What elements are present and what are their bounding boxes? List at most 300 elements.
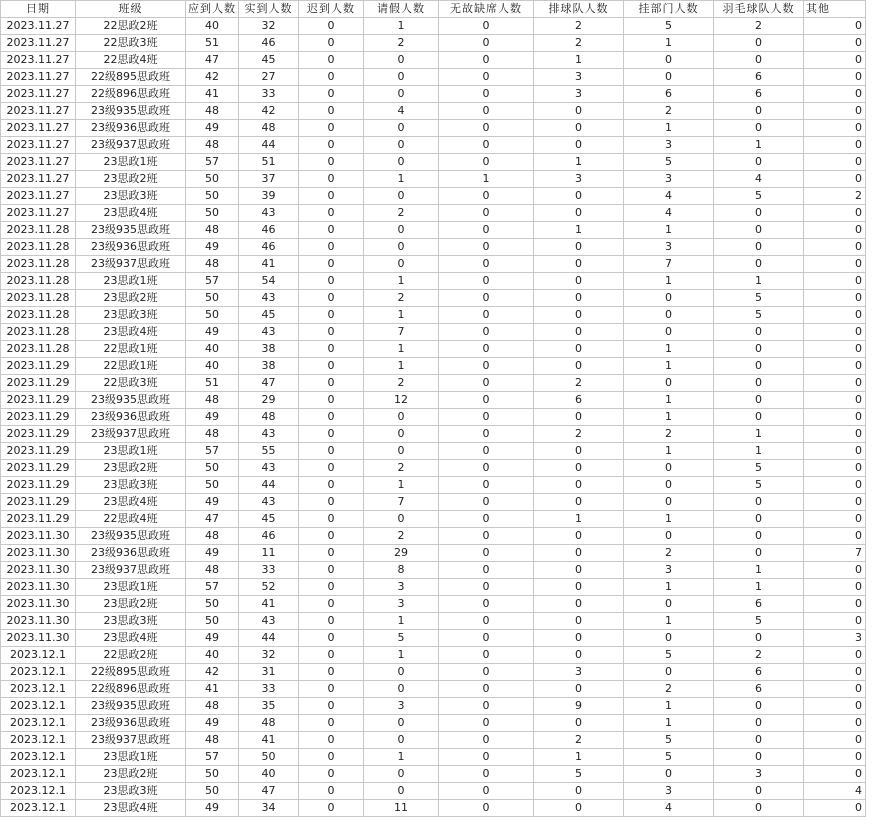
cell-late[interactable]: 0 (299, 171, 364, 188)
cell-late[interactable]: 0 (299, 596, 364, 613)
cell-present[interactable]: 52 (239, 579, 299, 596)
cell-department[interactable]: 0 (624, 630, 714, 647)
cell-absent[interactable]: 0 (439, 494, 534, 511)
cell-absent[interactable]: 0 (439, 290, 534, 307)
cell-department[interactable]: 1 (624, 35, 714, 52)
cell-late[interactable]: 0 (299, 647, 364, 664)
cell-absent[interactable]: 0 (439, 137, 534, 154)
cell-late[interactable]: 0 (299, 562, 364, 579)
cell-other[interactable]: 0 (804, 664, 866, 681)
cell-date[interactable]: 2023.12.1 (1, 664, 76, 681)
cell-class[interactable]: 23思政1班 (76, 154, 186, 171)
cell-class[interactable]: 22思政4班 (76, 511, 186, 528)
cell-class[interactable]: 22级895思政班 (76, 664, 186, 681)
cell-badminton[interactable]: 0 (714, 800, 804, 817)
cell-badminton[interactable]: 5 (714, 290, 804, 307)
cell-absent[interactable]: 0 (439, 698, 534, 715)
cell-badminton[interactable]: 0 (714, 358, 804, 375)
cell-absent[interactable]: 0 (439, 766, 534, 783)
cell-late[interactable]: 0 (299, 426, 364, 443)
cell-other[interactable]: 0 (804, 800, 866, 817)
cell-badminton[interactable]: 5 (714, 188, 804, 205)
cell-class[interactable]: 23级937思政班 (76, 426, 186, 443)
cell-badminton[interactable]: 0 (714, 239, 804, 256)
cell-department[interactable]: 1 (624, 443, 714, 460)
cell-other[interactable]: 0 (804, 171, 866, 188)
cell-late[interactable]: 0 (299, 392, 364, 409)
cell-late[interactable]: 0 (299, 409, 364, 426)
cell-class[interactable]: 23思政3班 (76, 188, 186, 205)
cell-volleyball[interactable]: 0 (534, 341, 624, 358)
cell-volleyball[interactable]: 0 (534, 800, 624, 817)
cell-late[interactable]: 0 (299, 477, 364, 494)
cell-expected[interactable]: 49 (186, 120, 239, 137)
cell-department[interactable]: 4 (624, 188, 714, 205)
cell-absent[interactable]: 0 (439, 426, 534, 443)
cell-present[interactable]: 46 (239, 222, 299, 239)
cell-badminton[interactable]: 1 (714, 426, 804, 443)
cell-class[interactable]: 23思政3班 (76, 613, 186, 630)
cell-expected[interactable]: 49 (186, 494, 239, 511)
cell-class[interactable]: 23级935思政班 (76, 103, 186, 120)
cell-date[interactable]: 2023.11.29 (1, 477, 76, 494)
cell-date[interactable]: 2023.12.1 (1, 800, 76, 817)
cell-expected[interactable]: 48 (186, 562, 239, 579)
cell-date[interactable]: 2023.11.27 (1, 52, 76, 69)
cell-department[interactable]: 0 (624, 477, 714, 494)
cell-late[interactable]: 0 (299, 35, 364, 52)
cell-late[interactable]: 0 (299, 443, 364, 460)
cell-absent[interactable]: 0 (439, 324, 534, 341)
cell-absent[interactable]: 0 (439, 341, 534, 358)
cell-badminton[interactable]: 0 (714, 222, 804, 239)
cell-class[interactable]: 23级935思政班 (76, 222, 186, 239)
cell-badminton[interactable]: 0 (714, 52, 804, 69)
cell-leave[interactable]: 12 (364, 392, 439, 409)
cell-expected[interactable]: 50 (186, 613, 239, 630)
cell-leave[interactable]: 3 (364, 596, 439, 613)
cell-absent[interactable]: 0 (439, 715, 534, 732)
cell-date[interactable]: 2023.11.28 (1, 307, 76, 324)
cell-volleyball[interactable]: 0 (534, 324, 624, 341)
cell-badminton[interactable]: 1 (714, 562, 804, 579)
column-header-absent[interactable]: 无故缺席人数 (439, 1, 534, 18)
cell-absent[interactable]: 0 (439, 596, 534, 613)
cell-badminton[interactable]: 0 (714, 392, 804, 409)
cell-present[interactable]: 29 (239, 392, 299, 409)
cell-other[interactable]: 0 (804, 154, 866, 171)
cell-absent[interactable]: 0 (439, 392, 534, 409)
cell-class[interactable]: 22思政2班 (76, 18, 186, 35)
cell-class[interactable]: 23思政1班 (76, 579, 186, 596)
cell-expected[interactable]: 40 (186, 18, 239, 35)
cell-other[interactable]: 0 (804, 766, 866, 783)
cell-leave[interactable]: 0 (364, 256, 439, 273)
cell-leave[interactable]: 0 (364, 681, 439, 698)
cell-date[interactable]: 2023.11.27 (1, 171, 76, 188)
cell-class[interactable]: 23思政4班 (76, 324, 186, 341)
cell-expected[interactable]: 49 (186, 800, 239, 817)
cell-late[interactable]: 0 (299, 545, 364, 562)
cell-other[interactable]: 0 (804, 86, 866, 103)
cell-date[interactable]: 2023.11.30 (1, 596, 76, 613)
cell-volleyball[interactable]: 0 (534, 477, 624, 494)
column-header-badminton[interactable]: 羽毛球队人数 (714, 1, 804, 18)
cell-present[interactable]: 43 (239, 205, 299, 222)
cell-late[interactable]: 0 (299, 375, 364, 392)
cell-other[interactable]: 7 (804, 545, 866, 562)
cell-present[interactable]: 43 (239, 494, 299, 511)
cell-present[interactable]: 32 (239, 18, 299, 35)
cell-other[interactable]: 0 (804, 613, 866, 630)
cell-expected[interactable]: 50 (186, 171, 239, 188)
cell-present[interactable]: 42 (239, 103, 299, 120)
cell-date[interactable]: 2023.11.30 (1, 630, 76, 647)
cell-date[interactable]: 2023.11.29 (1, 494, 76, 511)
cell-other[interactable]: 0 (804, 426, 866, 443)
cell-department[interactable]: 0 (624, 664, 714, 681)
cell-badminton[interactable]: 0 (714, 154, 804, 171)
cell-department[interactable]: 2 (624, 545, 714, 562)
cell-expected[interactable]: 57 (186, 443, 239, 460)
cell-badminton[interactable]: 0 (714, 256, 804, 273)
cell-class[interactable]: 23级935思政班 (76, 392, 186, 409)
cell-date[interactable]: 2023.11.27 (1, 120, 76, 137)
cell-absent[interactable]: 0 (439, 86, 534, 103)
cell-late[interactable]: 0 (299, 579, 364, 596)
cell-expected[interactable]: 50 (186, 188, 239, 205)
cell-badminton[interactable]: 6 (714, 596, 804, 613)
cell-other[interactable]: 0 (804, 256, 866, 273)
cell-badminton[interactable]: 6 (714, 86, 804, 103)
cell-present[interactable]: 27 (239, 69, 299, 86)
cell-volleyball[interactable]: 0 (534, 783, 624, 800)
cell-department[interactable]: 5 (624, 732, 714, 749)
cell-volleyball[interactable]: 0 (534, 256, 624, 273)
cell-volleyball[interactable]: 0 (534, 307, 624, 324)
cell-date[interactable]: 2023.12.1 (1, 766, 76, 783)
cell-volleyball[interactable]: 3 (534, 171, 624, 188)
cell-department[interactable]: 1 (624, 511, 714, 528)
cell-badminton[interactable]: 5 (714, 613, 804, 630)
cell-other[interactable]: 0 (804, 562, 866, 579)
cell-badminton[interactable]: 5 (714, 460, 804, 477)
cell-absent[interactable]: 0 (439, 120, 534, 137)
cell-present[interactable]: 34 (239, 800, 299, 817)
cell-present[interactable]: 43 (239, 460, 299, 477)
cell-expected[interactable]: 51 (186, 375, 239, 392)
cell-date[interactable]: 2023.11.27 (1, 86, 76, 103)
cell-expected[interactable]: 57 (186, 273, 239, 290)
cell-leave[interactable]: 0 (364, 732, 439, 749)
cell-badminton[interactable]: 0 (714, 409, 804, 426)
cell-present[interactable]: 39 (239, 188, 299, 205)
cell-present[interactable]: 54 (239, 273, 299, 290)
cell-present[interactable]: 40 (239, 766, 299, 783)
cell-absent[interactable]: 0 (439, 630, 534, 647)
cell-absent[interactable]: 0 (439, 409, 534, 426)
cell-volleyball[interactable]: 5 (534, 766, 624, 783)
cell-leave[interactable]: 0 (364, 783, 439, 800)
cell-expected[interactable]: 47 (186, 511, 239, 528)
cell-volleyball[interactable]: 3 (534, 69, 624, 86)
cell-volleyball[interactable]: 1 (534, 511, 624, 528)
cell-late[interactable]: 0 (299, 137, 364, 154)
cell-leave[interactable]: 29 (364, 545, 439, 562)
cell-class[interactable]: 22思政1班 (76, 358, 186, 375)
cell-date[interactable]: 2023.12.1 (1, 647, 76, 664)
cell-leave[interactable]: 0 (364, 154, 439, 171)
cell-class[interactable]: 22思政3班 (76, 35, 186, 52)
cell-department[interactable]: 1 (624, 358, 714, 375)
cell-late[interactable]: 0 (299, 290, 364, 307)
cell-other[interactable]: 0 (804, 205, 866, 222)
cell-date[interactable]: 2023.11.27 (1, 69, 76, 86)
cell-badminton[interactable]: 0 (714, 732, 804, 749)
cell-badminton[interactable]: 5 (714, 307, 804, 324)
cell-date[interactable]: 2023.12.1 (1, 732, 76, 749)
cell-present[interactable]: 41 (239, 732, 299, 749)
cell-present[interactable]: 35 (239, 698, 299, 715)
cell-department[interactable]: 3 (624, 239, 714, 256)
cell-badminton[interactable]: 0 (714, 375, 804, 392)
cell-badminton[interactable]: 6 (714, 69, 804, 86)
cell-leave[interactable]: 0 (364, 511, 439, 528)
cell-date[interactable]: 2023.11.29 (1, 460, 76, 477)
cell-leave[interactable]: 1 (364, 358, 439, 375)
cell-leave[interactable]: 0 (364, 188, 439, 205)
cell-department[interactable]: 2 (624, 103, 714, 120)
cell-class[interactable]: 23思政2班 (76, 596, 186, 613)
cell-late[interactable]: 0 (299, 528, 364, 545)
cell-class[interactable]: 23思政1班 (76, 443, 186, 460)
cell-leave[interactable]: 2 (364, 375, 439, 392)
cell-class[interactable]: 22思政2班 (76, 647, 186, 664)
cell-absent[interactable]: 0 (439, 307, 534, 324)
cell-expected[interactable]: 48 (186, 222, 239, 239)
cell-leave[interactable]: 2 (364, 528, 439, 545)
cell-present[interactable]: 47 (239, 783, 299, 800)
cell-department[interactable]: 1 (624, 579, 714, 596)
cell-present[interactable]: 45 (239, 511, 299, 528)
cell-leave[interactable]: 0 (364, 52, 439, 69)
cell-volleyball[interactable]: 0 (534, 579, 624, 596)
cell-other[interactable]: 0 (804, 579, 866, 596)
cell-leave[interactable]: 4 (364, 103, 439, 120)
cell-late[interactable]: 0 (299, 494, 364, 511)
cell-badminton[interactable]: 0 (714, 749, 804, 766)
cell-class[interactable]: 22思政1班 (76, 341, 186, 358)
cell-other[interactable]: 0 (804, 324, 866, 341)
cell-department[interactable]: 5 (624, 18, 714, 35)
cell-leave[interactable]: 2 (364, 35, 439, 52)
cell-absent[interactable]: 0 (439, 103, 534, 120)
cell-leave[interactable]: 5 (364, 630, 439, 647)
cell-badminton[interactable]: 0 (714, 341, 804, 358)
cell-class[interactable]: 23思政2班 (76, 290, 186, 307)
cell-volleyball[interactable]: 2 (534, 426, 624, 443)
cell-expected[interactable]: 49 (186, 324, 239, 341)
cell-present[interactable]: 43 (239, 290, 299, 307)
cell-expected[interactable]: 50 (186, 290, 239, 307)
cell-leave[interactable]: 1 (364, 307, 439, 324)
cell-other[interactable]: 0 (804, 290, 866, 307)
cell-class[interactable]: 23思政1班 (76, 749, 186, 766)
cell-badminton[interactable]: 0 (714, 494, 804, 511)
cell-other[interactable]: 0 (804, 732, 866, 749)
cell-department[interactable]: 1 (624, 613, 714, 630)
cell-department[interactable]: 0 (624, 375, 714, 392)
cell-department[interactable]: 1 (624, 341, 714, 358)
column-header-class[interactable]: 班级 (76, 1, 186, 18)
cell-late[interactable]: 0 (299, 681, 364, 698)
cell-other[interactable]: 0 (804, 273, 866, 290)
cell-department[interactable]: 1 (624, 120, 714, 137)
cell-present[interactable]: 41 (239, 256, 299, 273)
cell-absent[interactable]: 0 (439, 358, 534, 375)
cell-present[interactable]: 37 (239, 171, 299, 188)
cell-expected[interactable]: 48 (186, 732, 239, 749)
cell-department[interactable]: 0 (624, 324, 714, 341)
cell-present[interactable]: 33 (239, 86, 299, 103)
cell-department[interactable]: 0 (624, 307, 714, 324)
cell-other[interactable]: 4 (804, 783, 866, 800)
cell-absent[interactable]: 0 (439, 545, 534, 562)
cell-absent[interactable]: 0 (439, 477, 534, 494)
cell-other[interactable]: 0 (804, 222, 866, 239)
cell-volleyball[interactable]: 0 (534, 528, 624, 545)
cell-other[interactable]: 0 (804, 239, 866, 256)
cell-expected[interactable]: 50 (186, 766, 239, 783)
cell-absent[interactable]: 0 (439, 800, 534, 817)
cell-expected[interactable]: 50 (186, 205, 239, 222)
cell-volleyball[interactable]: 2 (534, 375, 624, 392)
cell-date[interactable]: 2023.11.30 (1, 579, 76, 596)
cell-class[interactable]: 22思政4班 (76, 52, 186, 69)
cell-class[interactable]: 23思政2班 (76, 460, 186, 477)
cell-expected[interactable]: 50 (186, 783, 239, 800)
cell-other[interactable]: 0 (804, 307, 866, 324)
cell-department[interactable]: 0 (624, 596, 714, 613)
cell-present[interactable]: 33 (239, 681, 299, 698)
cell-department[interactable]: 4 (624, 800, 714, 817)
cell-other[interactable]: 2 (804, 188, 866, 205)
cell-department[interactable]: 3 (624, 783, 714, 800)
cell-other[interactable]: 0 (804, 511, 866, 528)
cell-other[interactable]: 0 (804, 137, 866, 154)
cell-volleyball[interactable]: 0 (534, 205, 624, 222)
cell-absent[interactable]: 0 (439, 511, 534, 528)
cell-class[interactable]: 22思政3班 (76, 375, 186, 392)
cell-volleyball[interactable]: 0 (534, 596, 624, 613)
cell-class[interactable]: 23思政2班 (76, 171, 186, 188)
cell-class[interactable]: 23思政4班 (76, 630, 186, 647)
cell-absent[interactable]: 0 (439, 375, 534, 392)
cell-expected[interactable]: 50 (186, 596, 239, 613)
cell-department[interactable]: 1 (624, 273, 714, 290)
cell-badminton[interactable]: 1 (714, 443, 804, 460)
cell-other[interactable]: 0 (804, 596, 866, 613)
cell-other[interactable]: 0 (804, 18, 866, 35)
cell-expected[interactable]: 42 (186, 664, 239, 681)
cell-present[interactable]: 48 (239, 409, 299, 426)
cell-late[interactable]: 0 (299, 205, 364, 222)
cell-expected[interactable]: 49 (186, 239, 239, 256)
cell-late[interactable]: 0 (299, 222, 364, 239)
cell-class[interactable]: 22级896思政班 (76, 681, 186, 698)
cell-present[interactable]: 45 (239, 307, 299, 324)
cell-expected[interactable]: 49 (186, 715, 239, 732)
cell-absent[interactable]: 0 (439, 35, 534, 52)
cell-badminton[interactable]: 1 (714, 273, 804, 290)
cell-leave[interactable]: 1 (364, 341, 439, 358)
cell-date[interactable]: 2023.11.28 (1, 324, 76, 341)
cell-volleyball[interactable]: 1 (534, 222, 624, 239)
cell-class[interactable]: 23思政3班 (76, 477, 186, 494)
cell-absent[interactable]: 0 (439, 579, 534, 596)
cell-volleyball[interactable]: 2 (534, 35, 624, 52)
cell-expected[interactable]: 48 (186, 392, 239, 409)
cell-date[interactable]: 2023.11.30 (1, 562, 76, 579)
cell-badminton[interactable]: 1 (714, 137, 804, 154)
cell-class[interactable]: 23思政4班 (76, 494, 186, 511)
cell-badminton[interactable]: 0 (714, 511, 804, 528)
cell-present[interactable]: 48 (239, 120, 299, 137)
cell-other[interactable]: 0 (804, 749, 866, 766)
cell-leave[interactable]: 8 (364, 562, 439, 579)
cell-volleyball[interactable]: 0 (534, 613, 624, 630)
cell-department[interactable]: 0 (624, 528, 714, 545)
column-header-other[interactable]: 其他 (804, 1, 866, 18)
cell-absent[interactable]: 0 (439, 460, 534, 477)
cell-badminton[interactable]: 3 (714, 766, 804, 783)
cell-class[interactable]: 23级937思政班 (76, 732, 186, 749)
cell-present[interactable]: 46 (239, 35, 299, 52)
cell-other[interactable]: 0 (804, 392, 866, 409)
column-header-department[interactable]: 挂部门人数 (624, 1, 714, 18)
cell-other[interactable]: 0 (804, 528, 866, 545)
cell-late[interactable]: 0 (299, 715, 364, 732)
cell-department[interactable]: 5 (624, 647, 714, 664)
cell-date[interactable]: 2023.11.27 (1, 137, 76, 154)
cell-class[interactable]: 23级937思政班 (76, 256, 186, 273)
cell-leave[interactable]: 1 (364, 477, 439, 494)
cell-class[interactable]: 22级895思政班 (76, 69, 186, 86)
cell-other[interactable]: 0 (804, 35, 866, 52)
cell-expected[interactable]: 48 (186, 137, 239, 154)
cell-absent[interactable]: 0 (439, 69, 534, 86)
cell-late[interactable]: 0 (299, 18, 364, 35)
cell-present[interactable]: 48 (239, 715, 299, 732)
column-header-expected[interactable]: 应到人数 (186, 1, 239, 18)
cell-department[interactable]: 1 (624, 698, 714, 715)
cell-class[interactable]: 23级936思政班 (76, 120, 186, 137)
cell-date[interactable]: 2023.11.29 (1, 426, 76, 443)
cell-expected[interactable]: 40 (186, 647, 239, 664)
cell-badminton[interactable]: 2 (714, 18, 804, 35)
cell-absent[interactable]: 0 (439, 732, 534, 749)
cell-leave[interactable]: 11 (364, 800, 439, 817)
cell-late[interactable]: 0 (299, 766, 364, 783)
cell-badminton[interactable]: 0 (714, 545, 804, 562)
cell-volleyball[interactable]: 1 (534, 749, 624, 766)
cell-expected[interactable]: 48 (186, 426, 239, 443)
cell-date[interactable]: 2023.11.27 (1, 103, 76, 120)
cell-date[interactable]: 2023.11.27 (1, 205, 76, 222)
cell-late[interactable]: 0 (299, 256, 364, 273)
cell-volleyball[interactable]: 0 (534, 681, 624, 698)
cell-present[interactable]: 46 (239, 239, 299, 256)
